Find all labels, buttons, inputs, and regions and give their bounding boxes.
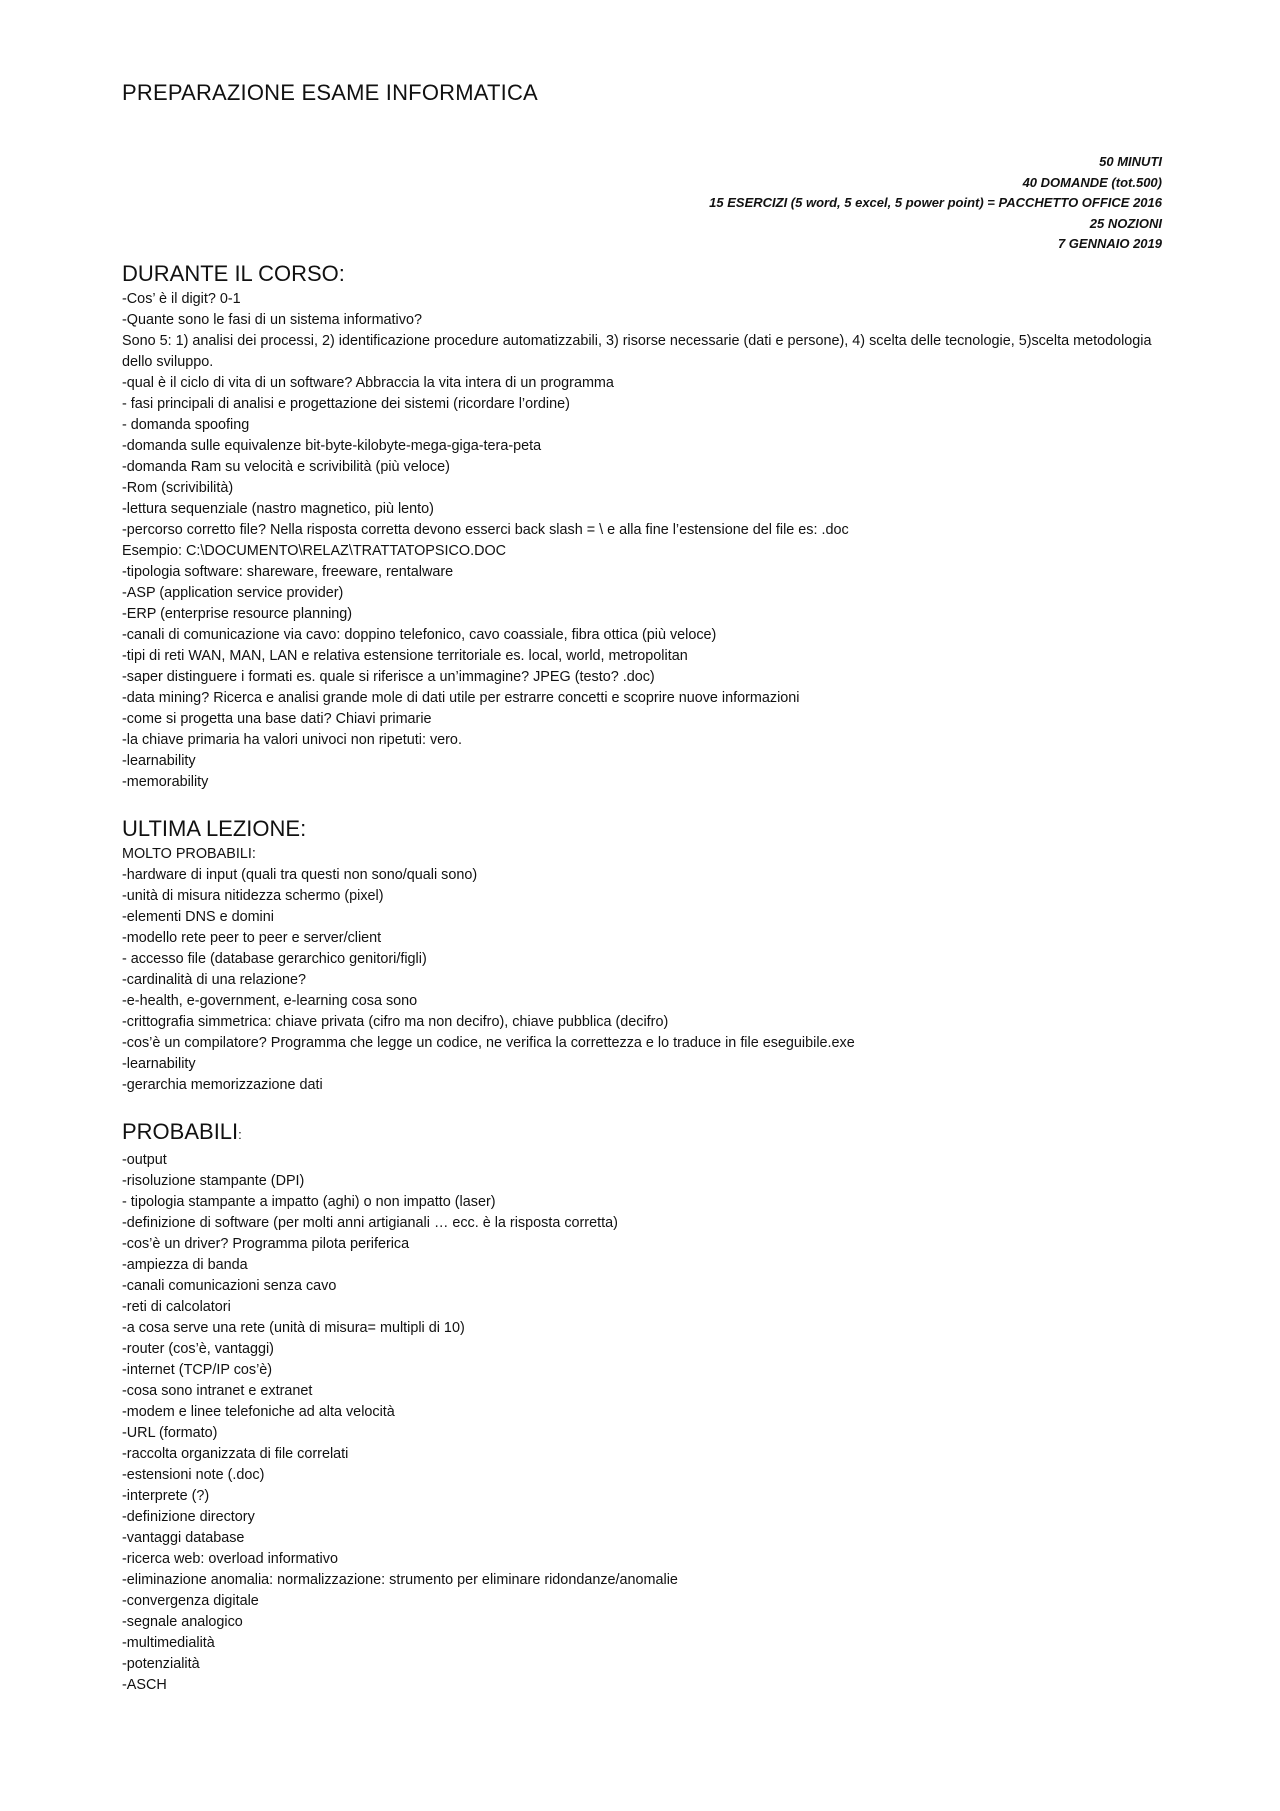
list-item: -unità di misura nitidezza schermo (pixel) — [122, 887, 384, 904]
list-item: -lettura sequenziale (nastro magnetico, più lento) — [122, 500, 434, 517]
exam-questions: 40 DOMANDE (tot.500) — [1022, 174, 1162, 190]
list-item: -cosa sono intranet e extranet — [122, 1382, 313, 1399]
list-item: -segnale analogico — [122, 1613, 243, 1630]
list-item: - fasi principali di analisi e progettazione dei sistemi (ricordare l’ordine) — [122, 395, 570, 412]
exam-notions: 25 NOZIONI — [1089, 215, 1162, 231]
list-item: -ricerca web: overload informativo — [122, 1550, 338, 1567]
list-item: -potenzialità — [122, 1655, 200, 1672]
exam-date: 7 GENNAIO 2019 — [1057, 236, 1162, 251]
list-item: -memorability — [122, 773, 209, 790]
list-item: -e-health, e-government, e-learning cosa sono — [122, 992, 418, 1009]
list-item: -tipi di reti WAN, MAN, LAN e relativa estensione territoriale es. local, world, metropolitan — [122, 647, 688, 664]
exam-duration: 50 MINUTI — [1099, 154, 1162, 169]
list-item: -router (cos’è, vantaggi) — [122, 1340, 274, 1357]
section-list-probabili — [122, 1150, 1162, 1696]
list-item: MOLTO PROBABILI: — [122, 845, 256, 862]
list-item: -hardware di input (quali tra questi non sono/quali sono) — [122, 866, 478, 883]
list-item: -percorso corretto file? Nella risposta corretta devono esserci back slash = \ e alla fine l’estensione del file es: .doc — [122, 521, 849, 538]
list-item: Esempio: C:\DOCUMENTO\RELAZ\TRATTATOPSICO.DOC — [122, 542, 507, 559]
list-item: -ASP (application service provider) — [122, 584, 344, 601]
section-heading-durante: DURANTE IL CORSO: — [122, 260, 345, 286]
list-item: -multimedialità — [122, 1634, 215, 1651]
section-heading-probabili-colon: : — [238, 1126, 242, 1142]
list-item: -risoluzione stampante (DPI) — [122, 1172, 305, 1189]
list-item: -ERP (enterprise resource planning) — [122, 605, 353, 622]
list-item: -domanda Ram su velocità e scrivibilità (più veloce) — [122, 458, 450, 475]
list-item: -domanda sulle equivalenze bit-byte-kilobyte-mega-giga-tera-peta — [122, 437, 542, 454]
list-item: -crittografia simmetrica: chiave privata (cifro ma non decifro), chiave pubblica (decifro) — [122, 1013, 669, 1030]
list-item: -cos’è un driver? Programma pilota periferica — [122, 1235, 410, 1252]
list-item: - accesso file (database gerarchico genitori/figli) — [122, 950, 427, 967]
list-item: -canali di comunicazione via cavo: doppino telefonico, cavo coassiale, fibra ottica (più veloce) — [122, 626, 717, 643]
list-item: -eliminazione anomalia: normalizzazione: strumento per eliminare ridondanze/anomalie — [122, 1571, 678, 1588]
list-item: -internet (TCP/IP cos’è) — [122, 1361, 273, 1378]
document-page — [122, 78, 1162, 1696]
section-heading-probabili-text: PROBABILI — [122, 1118, 239, 1144]
exam-exercises: 15 ESERCIZI (5 word, 5 excel, 5 power point) = PACCHETTO OFFICE 2016 — [709, 195, 1162, 210]
list-item: -Rom (scrivibilità) — [122, 479, 234, 496]
list-item: -elementi DNS e domini — [122, 908, 274, 925]
list-item: -cardinalità di una relazione? — [122, 971, 306, 988]
list-item: -ASCH — [122, 1676, 167, 1693]
list-item: -estensioni note (.doc) — [122, 1466, 265, 1483]
list-item: - domanda spoofing — [122, 416, 250, 433]
list-item: -qual è il ciclo di vita di un software? Abbraccia la vita intera di un programma — [122, 374, 614, 391]
list-item: -interprete (?) — [122, 1487, 210, 1504]
list-item: -reti di calcolatori — [122, 1298, 231, 1315]
section-heading-probabili — [122, 1117, 1162, 1150]
list-item: -cos’è un compilatore? Programma che legge un codice, ne verifica la correttezza e lo traduce in file eseguibile.exe — [122, 1034, 855, 1051]
list-item: -learnability — [122, 1055, 196, 1072]
list-item: -a cosa serve una rete (unità di misura= multipli di 10) — [122, 1319, 465, 1336]
list-item: - tipologia stampante a impatto (aghi) o non impatto (laser) — [122, 1193, 496, 1210]
list-item: Sono 5: 1) analisi dei processi, 2) identificazione procedure automatizzabili, 3) risorse necessarie (dati e persone), 4) scelta delle tecnologie, 5)scelta metodologia dello sviluppo. — [122, 332, 1152, 370]
document-title: PREPARAZIONE ESAME INFORMATICA — [122, 80, 538, 105]
exam-info-block — [122, 152, 1162, 255]
list-item: -URL (formato) — [122, 1424, 218, 1441]
list-item: -definizione directory — [122, 1508, 255, 1525]
list-item: -learnability — [122, 752, 196, 769]
section-spacer — [122, 1096, 1162, 1117]
list-item: -definizione di software (per molti anni artigianali … ecc. è la risposta corretta) — [122, 1214, 618, 1231]
list-item: -gerarchia memorizzazione dati — [122, 1076, 323, 1093]
list-item: -ampiezza di banda — [122, 1256, 248, 1273]
section-heading-ultima: ULTIMA LEZIONE: — [122, 815, 307, 841]
list-item: -saper distinguere i formati es. quale si riferisce a un’immagine? JPEG (testo? .doc) — [122, 668, 655, 685]
list-item: -output — [122, 1151, 167, 1168]
list-item: -Cos’ è il digit? 0-1 — [122, 290, 241, 307]
list-item: -tipologia software: shareware, freeware, rentalware — [122, 563, 454, 580]
list-item: -raccolta organizzata di file correlati — [122, 1445, 349, 1462]
list-item: -data mining? Ricerca e analisi grande mole di dati utile per estrarre concetti e scoprire nuove informazioni — [122, 689, 800, 706]
list-item: -modem e linee telefoniche ad alta velocità — [122, 1403, 395, 1420]
list-item: -la chiave primaria ha valori univoci non ripetuti: vero. — [122, 731, 462, 748]
list-item: -modello rete peer to peer e server/client — [122, 929, 382, 946]
section-list-ultima — [122, 844, 1162, 1096]
list-item: -canali comunicazioni senza cavo — [122, 1277, 337, 1294]
section-list-durante — [122, 289, 1162, 793]
section-spacer — [122, 793, 1162, 814]
list-item: -come si progetta una base dati? Chiavi primarie — [122, 710, 432, 727]
list-item: -convergenza digitale — [122, 1592, 259, 1609]
list-item: -vantaggi database — [122, 1529, 245, 1546]
list-item: -Quante sono le fasi di un sistema informativo? — [122, 311, 422, 328]
